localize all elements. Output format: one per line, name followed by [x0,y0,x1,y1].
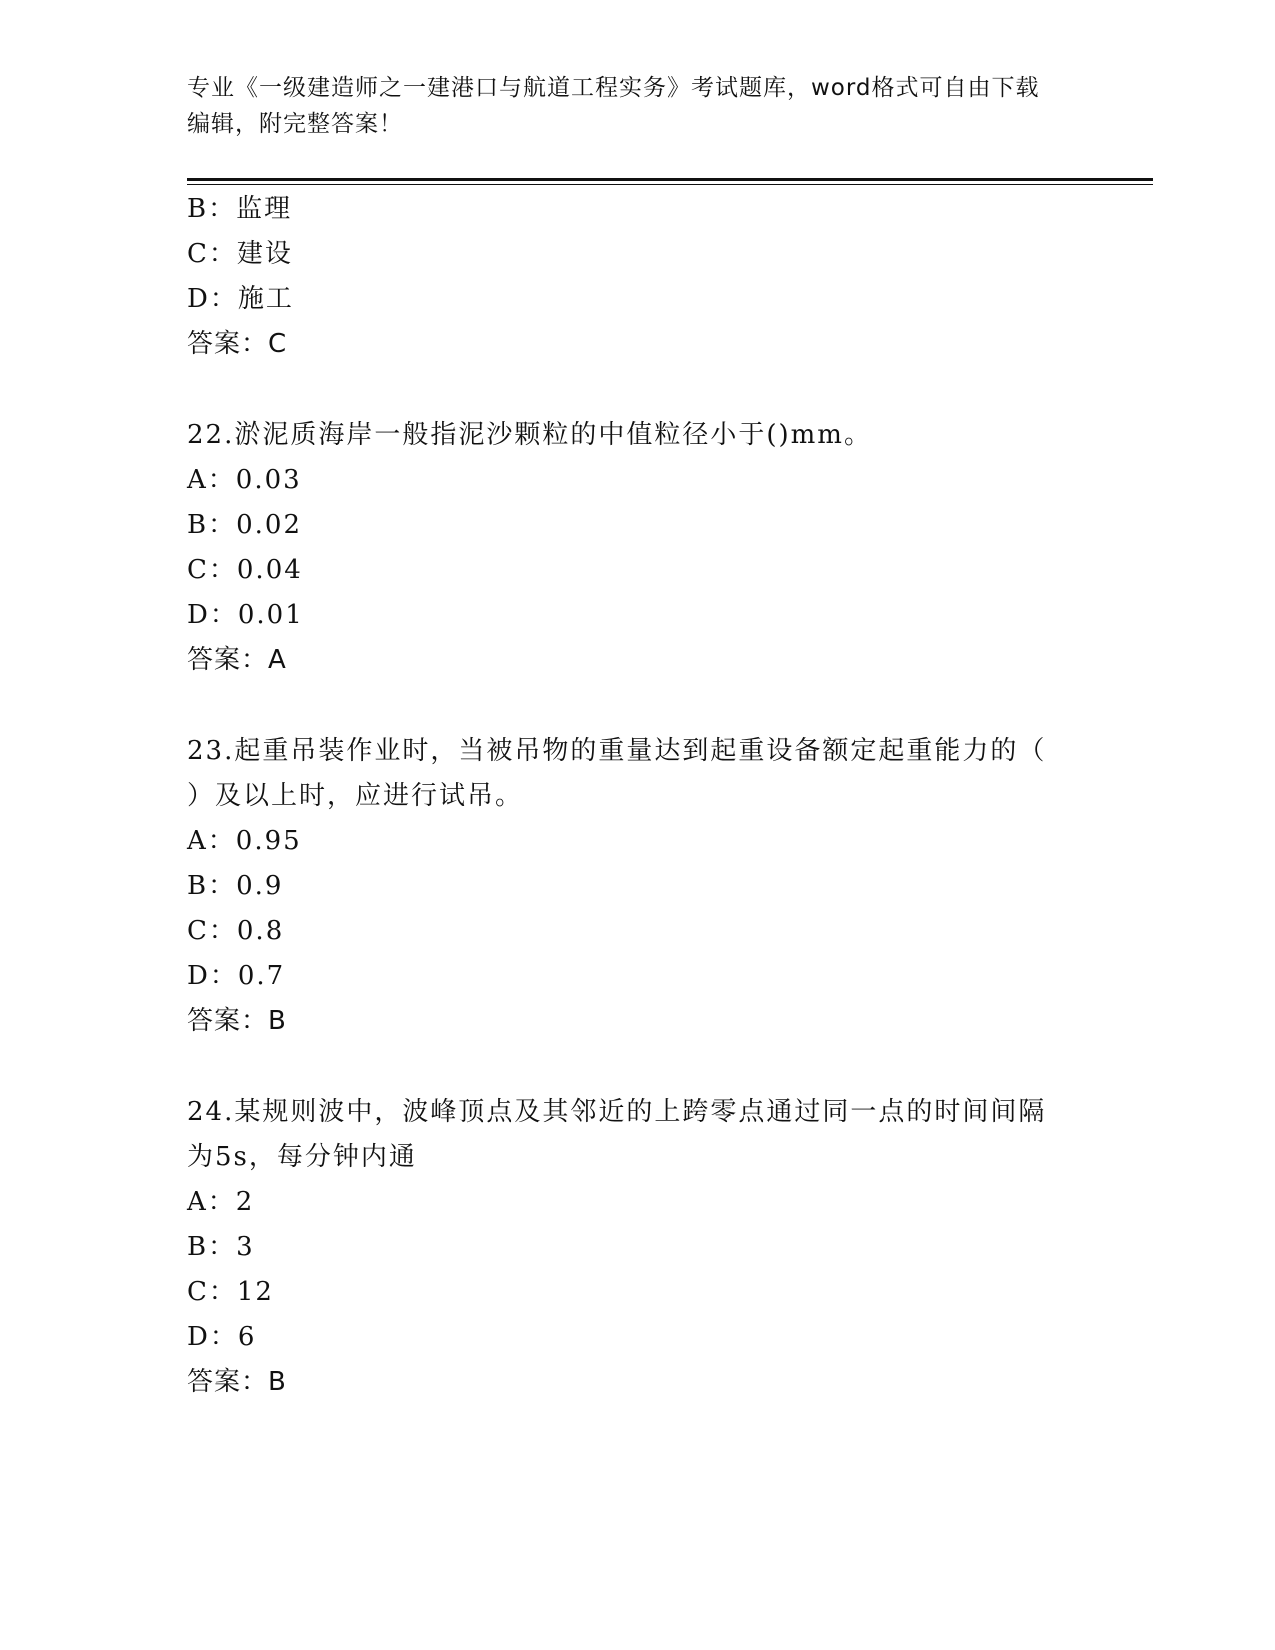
option-a: A：0.03 [187,465,302,495]
option-b: B：0.9 [187,871,284,901]
option-b: B：0.02 [187,510,302,540]
option-d: D：6 [187,1322,257,1352]
option-d: D：0.01 [187,600,304,630]
header-divider-thick [187,178,1153,181]
option-a: A：0.95 [187,826,302,856]
option-b: B：3 [187,1232,255,1262]
question-23-stem-line-1: 23.起重吊装作业时，当被吊物的重量达到起重设备额定起重能力的（ [187,736,1047,766]
option-b: B：监理 [187,194,293,224]
option-a: A：2 [187,1187,255,1217]
document-header [187,70,1067,142]
header-line-1: 专业《一级建造师之一建港口与航道工程实务》考试题库，word格式可自由下载 [187,75,1040,101]
option-c: C：建设 [187,239,293,269]
option-d: D：0.7 [187,961,286,991]
header-line-2: 编辑，附完整答案！ [187,111,403,137]
option-d: D：施工 [187,284,294,314]
question-22-stem: 22.淤泥质海岸一般指泥沙颗粒的中值粒径小于()mm。 [187,420,872,450]
answer-line: 答案：C [187,329,288,359]
question-24-stem-line-1: 24.某规则波中，波峰顶点及其邻近的上跨零点通过同一点的时间间隔 [187,1097,1047,1127]
header-divider-thin [187,184,1153,185]
answer-line: 答案：A [187,645,287,675]
question-23-stem-line-2: ）及以上时，应进行试吊。 [187,781,524,811]
option-c: C：0.04 [187,555,303,585]
answer-line: 答案：B [187,1006,287,1036]
question-24-stem-line-2: 为5s，每分钟内通 [187,1142,417,1172]
option-c: C：0.8 [187,916,285,946]
answer-line: 答案：B [187,1367,287,1397]
option-c: C：12 [187,1277,274,1307]
